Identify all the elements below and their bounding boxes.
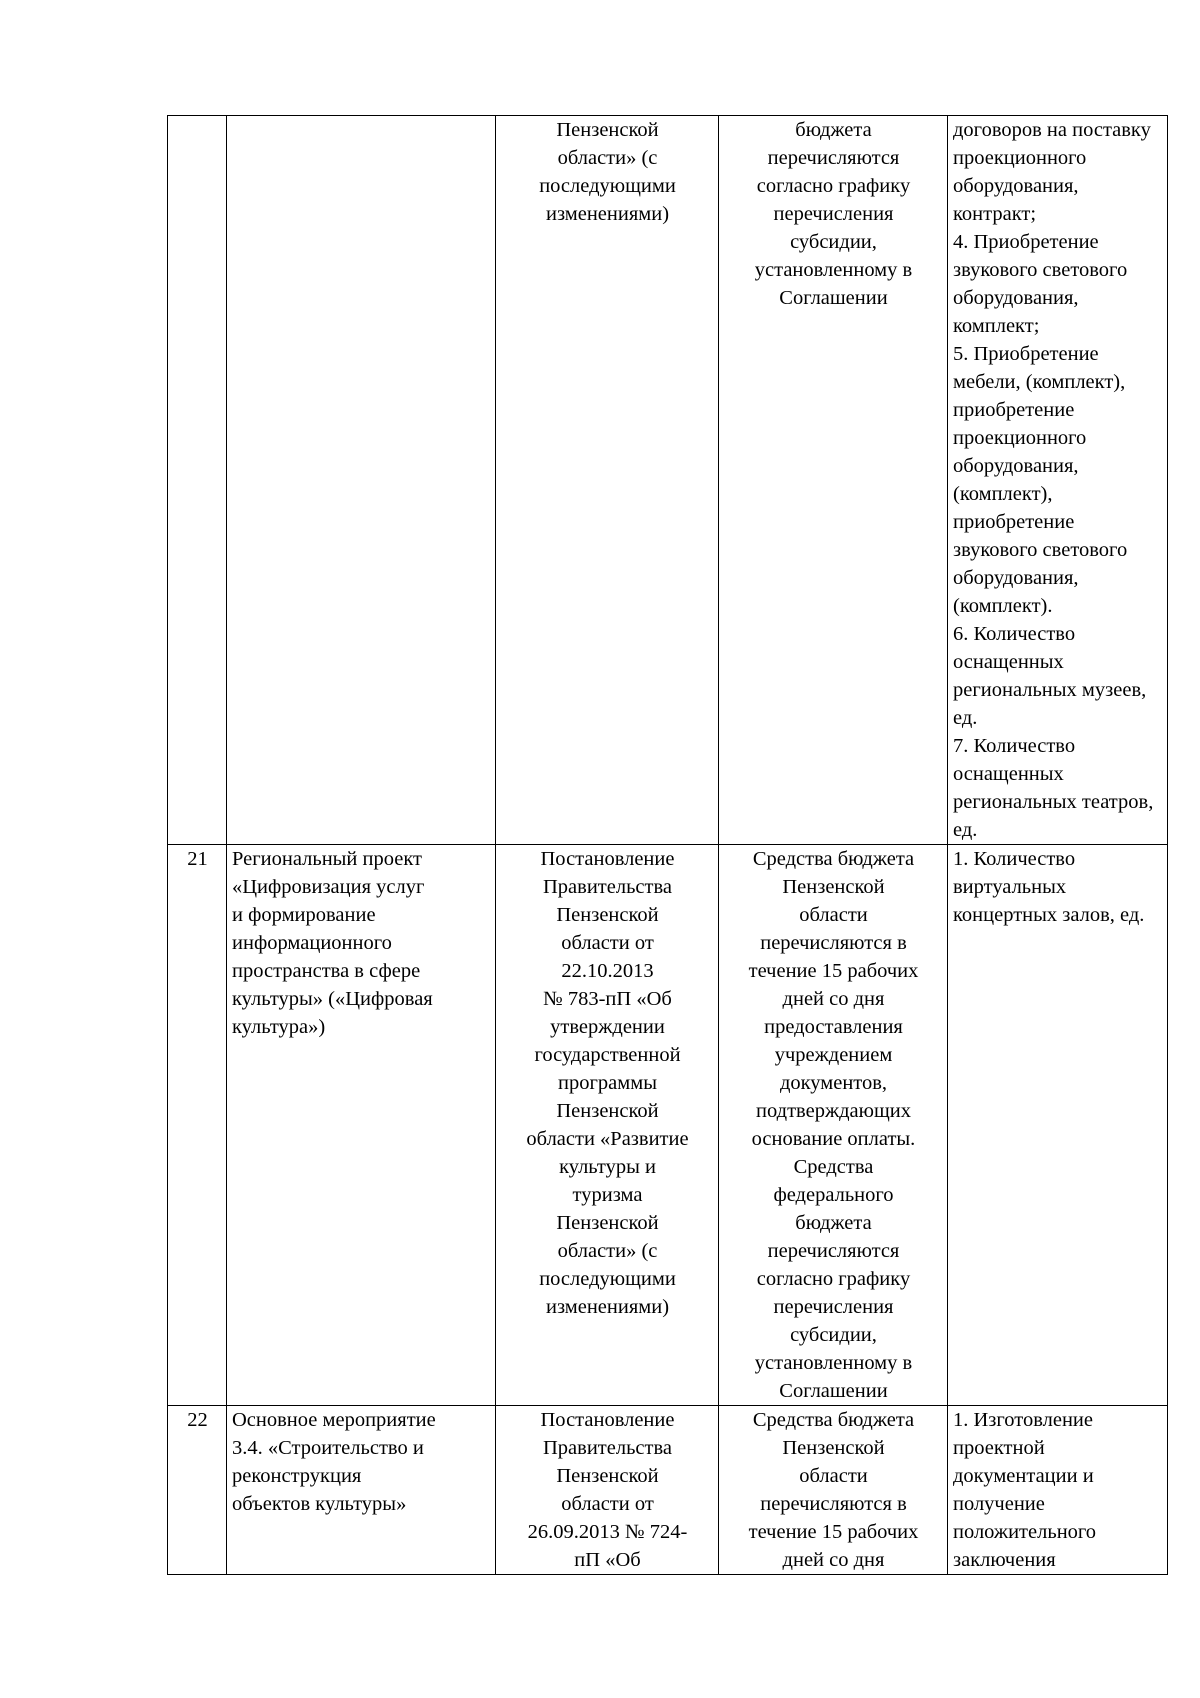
cell-text-line: Постановление — [540, 848, 675, 870]
cell-text-line: установленному в — [754, 1352, 913, 1374]
cell-text-line: Пензенской — [556, 1212, 659, 1234]
cell-text-line: 6. Количество — [953, 623, 1076, 645]
cell-text-line: Соглашении — [779, 287, 888, 309]
cell-text-line: бюджета — [795, 1212, 872, 1234]
cell-text-line: контракт; — [953, 203, 1037, 225]
funding-procedure-cell — [719, 116, 948, 845]
table-row — [168, 1406, 1168, 1575]
legal-document-cell — [496, 1406, 719, 1575]
activity-name-cell — [227, 1406, 496, 1575]
cell-text-line: программы — [558, 1072, 657, 1094]
cell-text-line: основание оплаты. — [751, 1128, 916, 1150]
row-number: 22 — [187, 1409, 208, 1431]
cell-text-line: проектной — [953, 1437, 1045, 1459]
cell-text-line: туризма — [572, 1184, 643, 1206]
cell-text-line: подтверждающих — [756, 1100, 911, 1122]
cell-text-line: Пензенской — [556, 904, 659, 926]
cell-text-line: 5. Приобретение — [953, 343, 1099, 365]
cell-text-line: 1. Количество — [953, 848, 1076, 870]
cell-text-line: документов, — [779, 1072, 888, 1094]
cell-text-line: оборудования, — [953, 175, 1079, 197]
cell-text-line: субсидии, — [790, 231, 877, 253]
cell-text-line: звукового светового — [953, 259, 1128, 281]
cell-text-line: течение 15 рабочих — [748, 960, 919, 982]
cell-text-line: согласно графику — [756, 1268, 911, 1290]
cell-text-line: перечисления — [773, 203, 894, 225]
cell-text-line: приобретение — [953, 399, 1075, 421]
cell-text-line: Средства бюджета — [752, 1409, 915, 1431]
cell-text-line: согласно графику — [756, 175, 911, 197]
cell-text-line: области от — [561, 1493, 654, 1515]
table-body — [168, 116, 1168, 1575]
cell-text-line: Региональный проект — [232, 848, 422, 870]
cell-text-line: Пензенской — [782, 876, 885, 898]
cell-text-line: бюджета — [795, 119, 872, 141]
cell-text-line: области» (с — [557, 1240, 658, 1262]
cell-text-line: области — [799, 1465, 868, 1487]
cell-text-line: культура») — [232, 1016, 326, 1038]
cell-text-line: государственной — [534, 1044, 681, 1066]
table-row — [168, 845, 1168, 1406]
legal-document-cell — [496, 845, 719, 1406]
cell-text-line: Постановление — [540, 1409, 675, 1431]
funding-procedure-cell — [719, 845, 948, 1406]
cell-text-line: № 783-пП «Об — [543, 988, 672, 1010]
cell-text-line: культуры» («Цифровая — [232, 988, 433, 1010]
funding-procedure-cell — [719, 1406, 948, 1575]
cell-text-line: культуры и — [559, 1156, 656, 1178]
cell-text-line: (комплект). — [953, 595, 1053, 617]
cell-text-line: области от — [561, 932, 654, 954]
cell-text-line: оснащенных — [953, 651, 1064, 673]
activity-name-cell — [227, 845, 496, 1406]
cell-text-line: 1. Изготовление — [953, 1409, 1093, 1431]
cell-text-line: 3.4. «Строительство и — [232, 1437, 424, 1459]
cell-text-line: звукового светового — [953, 539, 1128, 561]
cell-text-line: установленному в — [754, 259, 913, 281]
cell-text-line: заключения — [953, 1549, 1056, 1571]
cell-text-line: дней со дня — [782, 988, 885, 1010]
cell-text-line: виртуальных — [953, 876, 1067, 898]
cell-text-line: изменениями) — [545, 203, 670, 225]
cell-text-line: последующими — [539, 175, 676, 197]
cell-text-line: Пензенской — [556, 1100, 659, 1122]
cell-text-line: оборудования, — [953, 567, 1079, 589]
cell-text-line: 7. Количество — [953, 735, 1076, 757]
cell-text-line: Основное мероприятие — [232, 1409, 436, 1431]
cell-text-line: дней со дня — [782, 1549, 885, 1571]
legal-document-cell — [496, 116, 719, 845]
cell-text-line: (комплект), — [953, 483, 1053, 505]
cell-text-line: течение 15 рабочих — [748, 1521, 919, 1543]
cell-text-line: федерального — [773, 1184, 894, 1206]
cell-text-line: Пензенской — [556, 119, 659, 141]
cell-text-line: перечисляются — [767, 147, 900, 169]
cell-text-line: ед. — [953, 819, 978, 841]
cell-text-line: перечисляются в — [760, 1493, 907, 1515]
cell-text-line: приобретение — [953, 511, 1075, 533]
cell-text-line: предоставления — [764, 1016, 903, 1038]
cell-text-line: пространства в сфере — [232, 960, 421, 982]
cell-text-line: пП «Об — [574, 1549, 641, 1571]
cell-text-line: региональных театров, — [953, 791, 1154, 813]
cell-text-line: перечисления — [773, 1296, 894, 1318]
indicators-cell — [948, 845, 1168, 1406]
cell-text-line: и формирование — [232, 904, 376, 926]
cell-text-line: мебели, (комплект), — [953, 371, 1126, 393]
cell-text-line: региональных музеев, — [953, 679, 1147, 701]
cell-text-line: последующими — [539, 1268, 676, 1290]
cell-text-line: области — [799, 904, 868, 926]
cell-text-line: Пензенской — [556, 1465, 659, 1487]
cell-text-line: положительного — [953, 1521, 1097, 1543]
cell-text-line: перечисляются в — [760, 932, 907, 954]
cell-text-line: Пензенской — [782, 1437, 885, 1459]
row-number: 21 — [187, 848, 208, 870]
cell-text-line: 26.09.2013 № 724- — [527, 1521, 688, 1543]
row-number-cell — [168, 116, 227, 845]
cell-text-line: 4. Приобретение — [953, 231, 1099, 253]
cell-text-line: Правительства — [542, 1437, 672, 1459]
table-row — [168, 116, 1168, 845]
cell-text-line: Средства бюджета — [752, 848, 915, 870]
row-number-cell — [168, 845, 227, 1406]
cell-text-line: получение — [953, 1493, 1045, 1515]
cell-text-line: утверждении — [550, 1016, 665, 1038]
cell-text-line: Средства — [793, 1156, 874, 1178]
cell-text-line: информационного — [232, 932, 392, 954]
cell-text-line: субсидии, — [790, 1324, 877, 1346]
cell-text-line: оснащенных — [953, 763, 1064, 785]
cell-text-line: «Цифровизация услуг — [232, 876, 425, 898]
indicators-cell — [948, 116, 1168, 845]
cell-text-line: ед. — [953, 707, 978, 729]
cell-text-line: концертных залов, ед. — [953, 904, 1145, 926]
cell-text-line: документации и — [953, 1465, 1094, 1487]
cell-text-line: реконструкция — [232, 1465, 362, 1487]
cell-text-line: области «Развитие — [526, 1128, 689, 1150]
cell-text-line: Правительства — [542, 876, 672, 898]
row-number-cell — [168, 1406, 227, 1575]
cell-text-line: оборудования, — [953, 455, 1079, 477]
cell-text-line: учреждением — [774, 1044, 893, 1066]
cell-text-line: договоров на поставку — [953, 119, 1151, 141]
cell-text-line: комплект; — [953, 315, 1040, 337]
cell-text-line: изменениями) — [545, 1296, 670, 1318]
cell-text-line: перечисляются — [767, 1240, 900, 1262]
program-table — [167, 115, 1168, 1575]
cell-text-line: Соглашении — [779, 1380, 888, 1402]
indicators-cell — [948, 1406, 1168, 1575]
cell-text-line: области» (с — [557, 147, 658, 169]
cell-text-line: проекционного — [953, 147, 1087, 169]
cell-text-line: объектов культуры» — [232, 1493, 407, 1515]
cell-text-line: оборудования, — [953, 287, 1079, 309]
cell-text-line: проекционного — [953, 427, 1087, 449]
activity-name-cell — [227, 116, 496, 845]
cell-text-line: 22.10.2013 — [561, 960, 654, 982]
